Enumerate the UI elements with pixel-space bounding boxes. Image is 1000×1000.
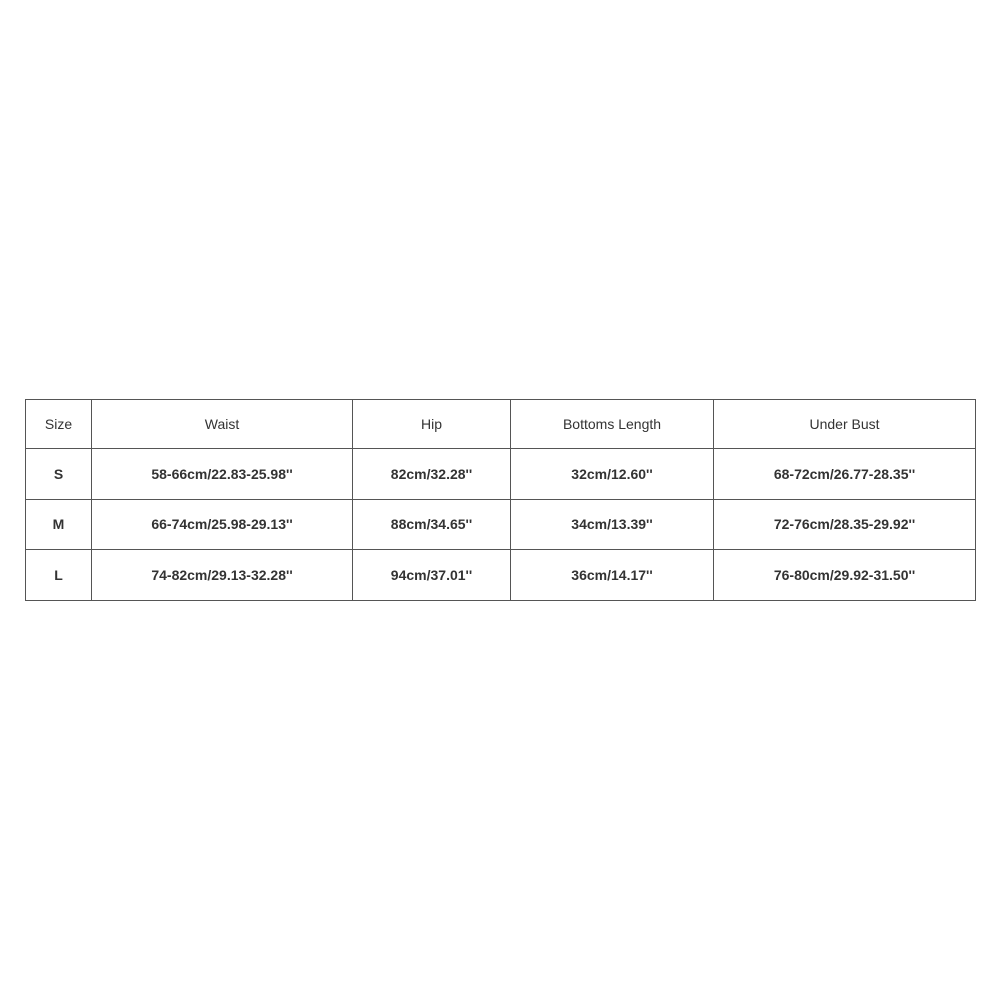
hip-cell: 88cm/34.65'' xyxy=(353,499,511,550)
waist-cell: 74-82cm/29.13-32.28'' xyxy=(92,550,353,601)
under-bust-cell: 68-72cm/26.77-28.35'' xyxy=(714,449,976,500)
bottoms-length-cell: 36cm/14.17'' xyxy=(511,550,714,601)
size-chart-table xyxy=(25,399,976,601)
bottoms-length-cell: 34cm/13.39'' xyxy=(511,499,714,550)
table-row xyxy=(26,499,976,550)
under-bust-cell: 76-80cm/29.92-31.50'' xyxy=(714,550,976,601)
header-cell-waist: Waist xyxy=(92,400,353,449)
under-bust-cell: 72-76cm/28.35-29.92'' xyxy=(714,499,976,550)
waist-cell: 66-74cm/25.98-29.13'' xyxy=(92,499,353,550)
hip-cell: 82cm/32.28'' xyxy=(353,449,511,500)
header-cell-bottoms-length: Bottoms Length xyxy=(511,400,714,449)
table-row xyxy=(26,449,976,500)
table-row xyxy=(26,550,976,601)
header-cell-size: Size xyxy=(26,400,92,449)
header-row xyxy=(26,400,976,449)
hip-cell: 94cm/37.01'' xyxy=(353,550,511,601)
bottoms-length-cell: 32cm/12.60'' xyxy=(511,449,714,500)
size-cell: M xyxy=(26,499,92,550)
size-cell: S xyxy=(26,449,92,500)
header-cell-hip: Hip xyxy=(353,400,511,449)
header-cell-under-bust: Under Bust xyxy=(714,400,976,449)
waist-cell: 58-66cm/22.83-25.98'' xyxy=(92,449,353,500)
size-cell: L xyxy=(26,550,92,601)
